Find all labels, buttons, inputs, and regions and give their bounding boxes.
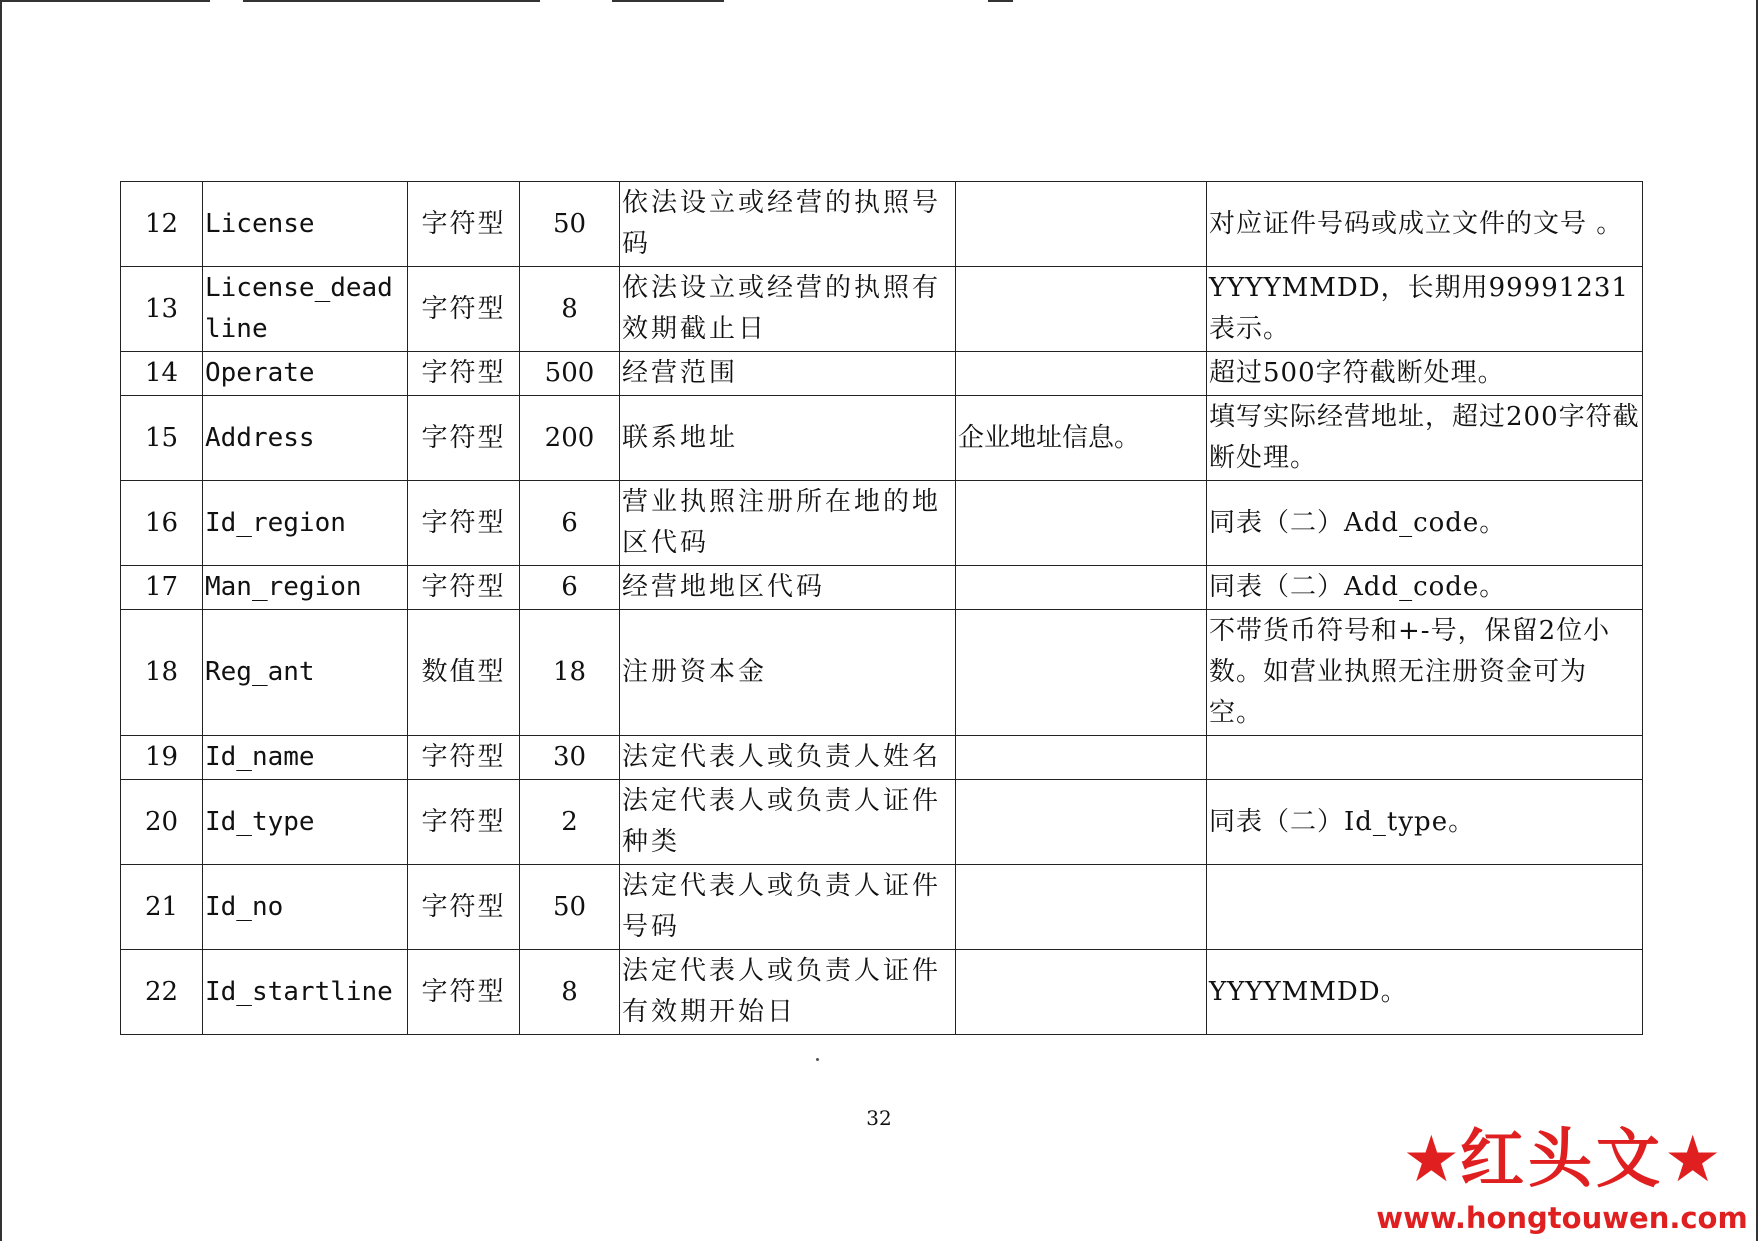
field-name: Id_name: [203, 736, 408, 780]
scan-speck: [816, 1058, 819, 1061]
field-note: 同表（二）Add_code。: [1207, 566, 1643, 610]
field-remark: [956, 950, 1207, 1035]
field-note: 对应证件号码或成立文件的文号 。: [1207, 182, 1643, 267]
table-body: [121, 182, 1643, 1035]
field-length: 200: [520, 396, 620, 481]
field-description: 注册资本金: [620, 610, 956, 736]
field-description: 法定代表人或负责人证件种类: [620, 780, 956, 865]
row-number: 21: [121, 865, 203, 950]
field-name: Man_region: [203, 566, 408, 610]
row-number: 18: [121, 610, 203, 736]
watermark-title: [1366, 1122, 1758, 1198]
row-number: 16: [121, 481, 203, 566]
row-number: 15: [121, 396, 203, 481]
table-row: [121, 267, 1643, 352]
data-type: 字符型: [408, 267, 520, 352]
field-description: 营业执照注册所在地的地区代码: [620, 481, 956, 566]
table-row: [121, 481, 1643, 566]
row-number: 12: [121, 182, 203, 267]
row-number: 17: [121, 566, 203, 610]
field-length: 50: [520, 865, 620, 950]
page-number: 32: [866, 1106, 892, 1130]
data-type: 字符型: [408, 481, 520, 566]
field-name: Operate: [203, 352, 408, 396]
table-row: [121, 396, 1643, 481]
field-remark: [956, 481, 1207, 566]
field-description: 法定代表人或负责人证件号码: [620, 865, 956, 950]
row-number: 14: [121, 352, 203, 396]
field-note: 不带货币符号和+-号，保留2位小数。如营业执照无注册资金可为空。: [1207, 610, 1643, 736]
field-note: YYYYMMDD，长期用99991231表示。: [1207, 267, 1643, 352]
data-type: 字符型: [408, 566, 520, 610]
table-row: [121, 352, 1643, 396]
data-type: 字符型: [408, 396, 520, 481]
data-type: 字符型: [408, 736, 520, 780]
data-type: 数值型: [408, 610, 520, 736]
field-description: 经营范围: [620, 352, 956, 396]
field-note: [1207, 865, 1643, 950]
field-name: Address: [203, 396, 408, 481]
field-remark: [956, 610, 1207, 736]
row-number: 13: [121, 267, 203, 352]
field-note: 同表（二）Add_code。: [1207, 481, 1643, 566]
field-length: 18: [520, 610, 620, 736]
field-note: 超过500字符截断处理。: [1207, 352, 1643, 396]
field-length: 8: [520, 950, 620, 1035]
field-length: 30: [520, 736, 620, 780]
field-length: 500: [520, 352, 620, 396]
table-row: [121, 780, 1643, 865]
field-name: Id_type: [203, 780, 408, 865]
data-type: 字符型: [408, 865, 520, 950]
field-description: 法定代表人或负责人证件有效期开始日: [620, 950, 956, 1035]
data-type: 字符型: [408, 352, 520, 396]
field-length: 6: [520, 566, 620, 610]
field-length: 50: [520, 182, 620, 267]
row-number: 20: [121, 780, 203, 865]
table-row: [121, 865, 1643, 950]
field-note: [1207, 736, 1643, 780]
field-note: YYYYMMDD。: [1207, 950, 1643, 1035]
field-remark: [956, 352, 1207, 396]
field-length: 8: [520, 267, 620, 352]
field-remark: [956, 865, 1207, 950]
watermark-logo: [1366, 1122, 1758, 1241]
field-name: Reg_ant: [203, 610, 408, 736]
row-number: 22: [121, 950, 203, 1035]
field-name: Id_region: [203, 481, 408, 566]
field-remark: [956, 566, 1207, 610]
field-description: 法定代表人或负责人姓名: [620, 736, 956, 780]
field-description: 经营地地区代码: [620, 566, 956, 610]
data-type: 字符型: [408, 950, 520, 1035]
watermark-text: 红头文: [1460, 1123, 1664, 1197]
field-remark: [956, 736, 1207, 780]
field-length: 2: [520, 780, 620, 865]
data-type: 字符型: [408, 182, 520, 267]
field-description: 依法设立或经营的执照号码: [620, 182, 956, 267]
field-name: License_deadline: [203, 267, 408, 352]
field-name: Id_startline: [203, 950, 408, 1035]
field-remark: [956, 182, 1207, 267]
scan-top-marks: [0, 0, 1758, 3]
table-row: [121, 566, 1643, 610]
field-length: 6: [520, 481, 620, 566]
table-row: [121, 610, 1643, 736]
field-remark: 企业地址信息。: [956, 396, 1207, 481]
field-note: 填写实际经营地址，超过200字符截断处理。: [1207, 396, 1643, 481]
field-description: 依法设立或经营的执照有效期截止日: [620, 267, 956, 352]
watermark-url: www.hongtouwen.com: [1376, 1201, 1748, 1235]
row-number: 19: [121, 736, 203, 780]
field-spec-table: [120, 181, 1643, 1035]
field-remark: [956, 780, 1207, 865]
field-name: Id_no: [203, 865, 408, 950]
table-row: [121, 736, 1643, 780]
table-row: [121, 950, 1643, 1035]
field-note: 同表（二）Id_type。: [1207, 780, 1643, 865]
star-icon: ★: [1664, 1123, 1722, 1197]
star-icon: ★: [1402, 1123, 1460, 1197]
field-description: 联系地址: [620, 396, 956, 481]
data-type: 字符型: [408, 780, 520, 865]
table-row: [121, 182, 1643, 267]
field-remark: [956, 267, 1207, 352]
field-name: License: [203, 182, 408, 267]
